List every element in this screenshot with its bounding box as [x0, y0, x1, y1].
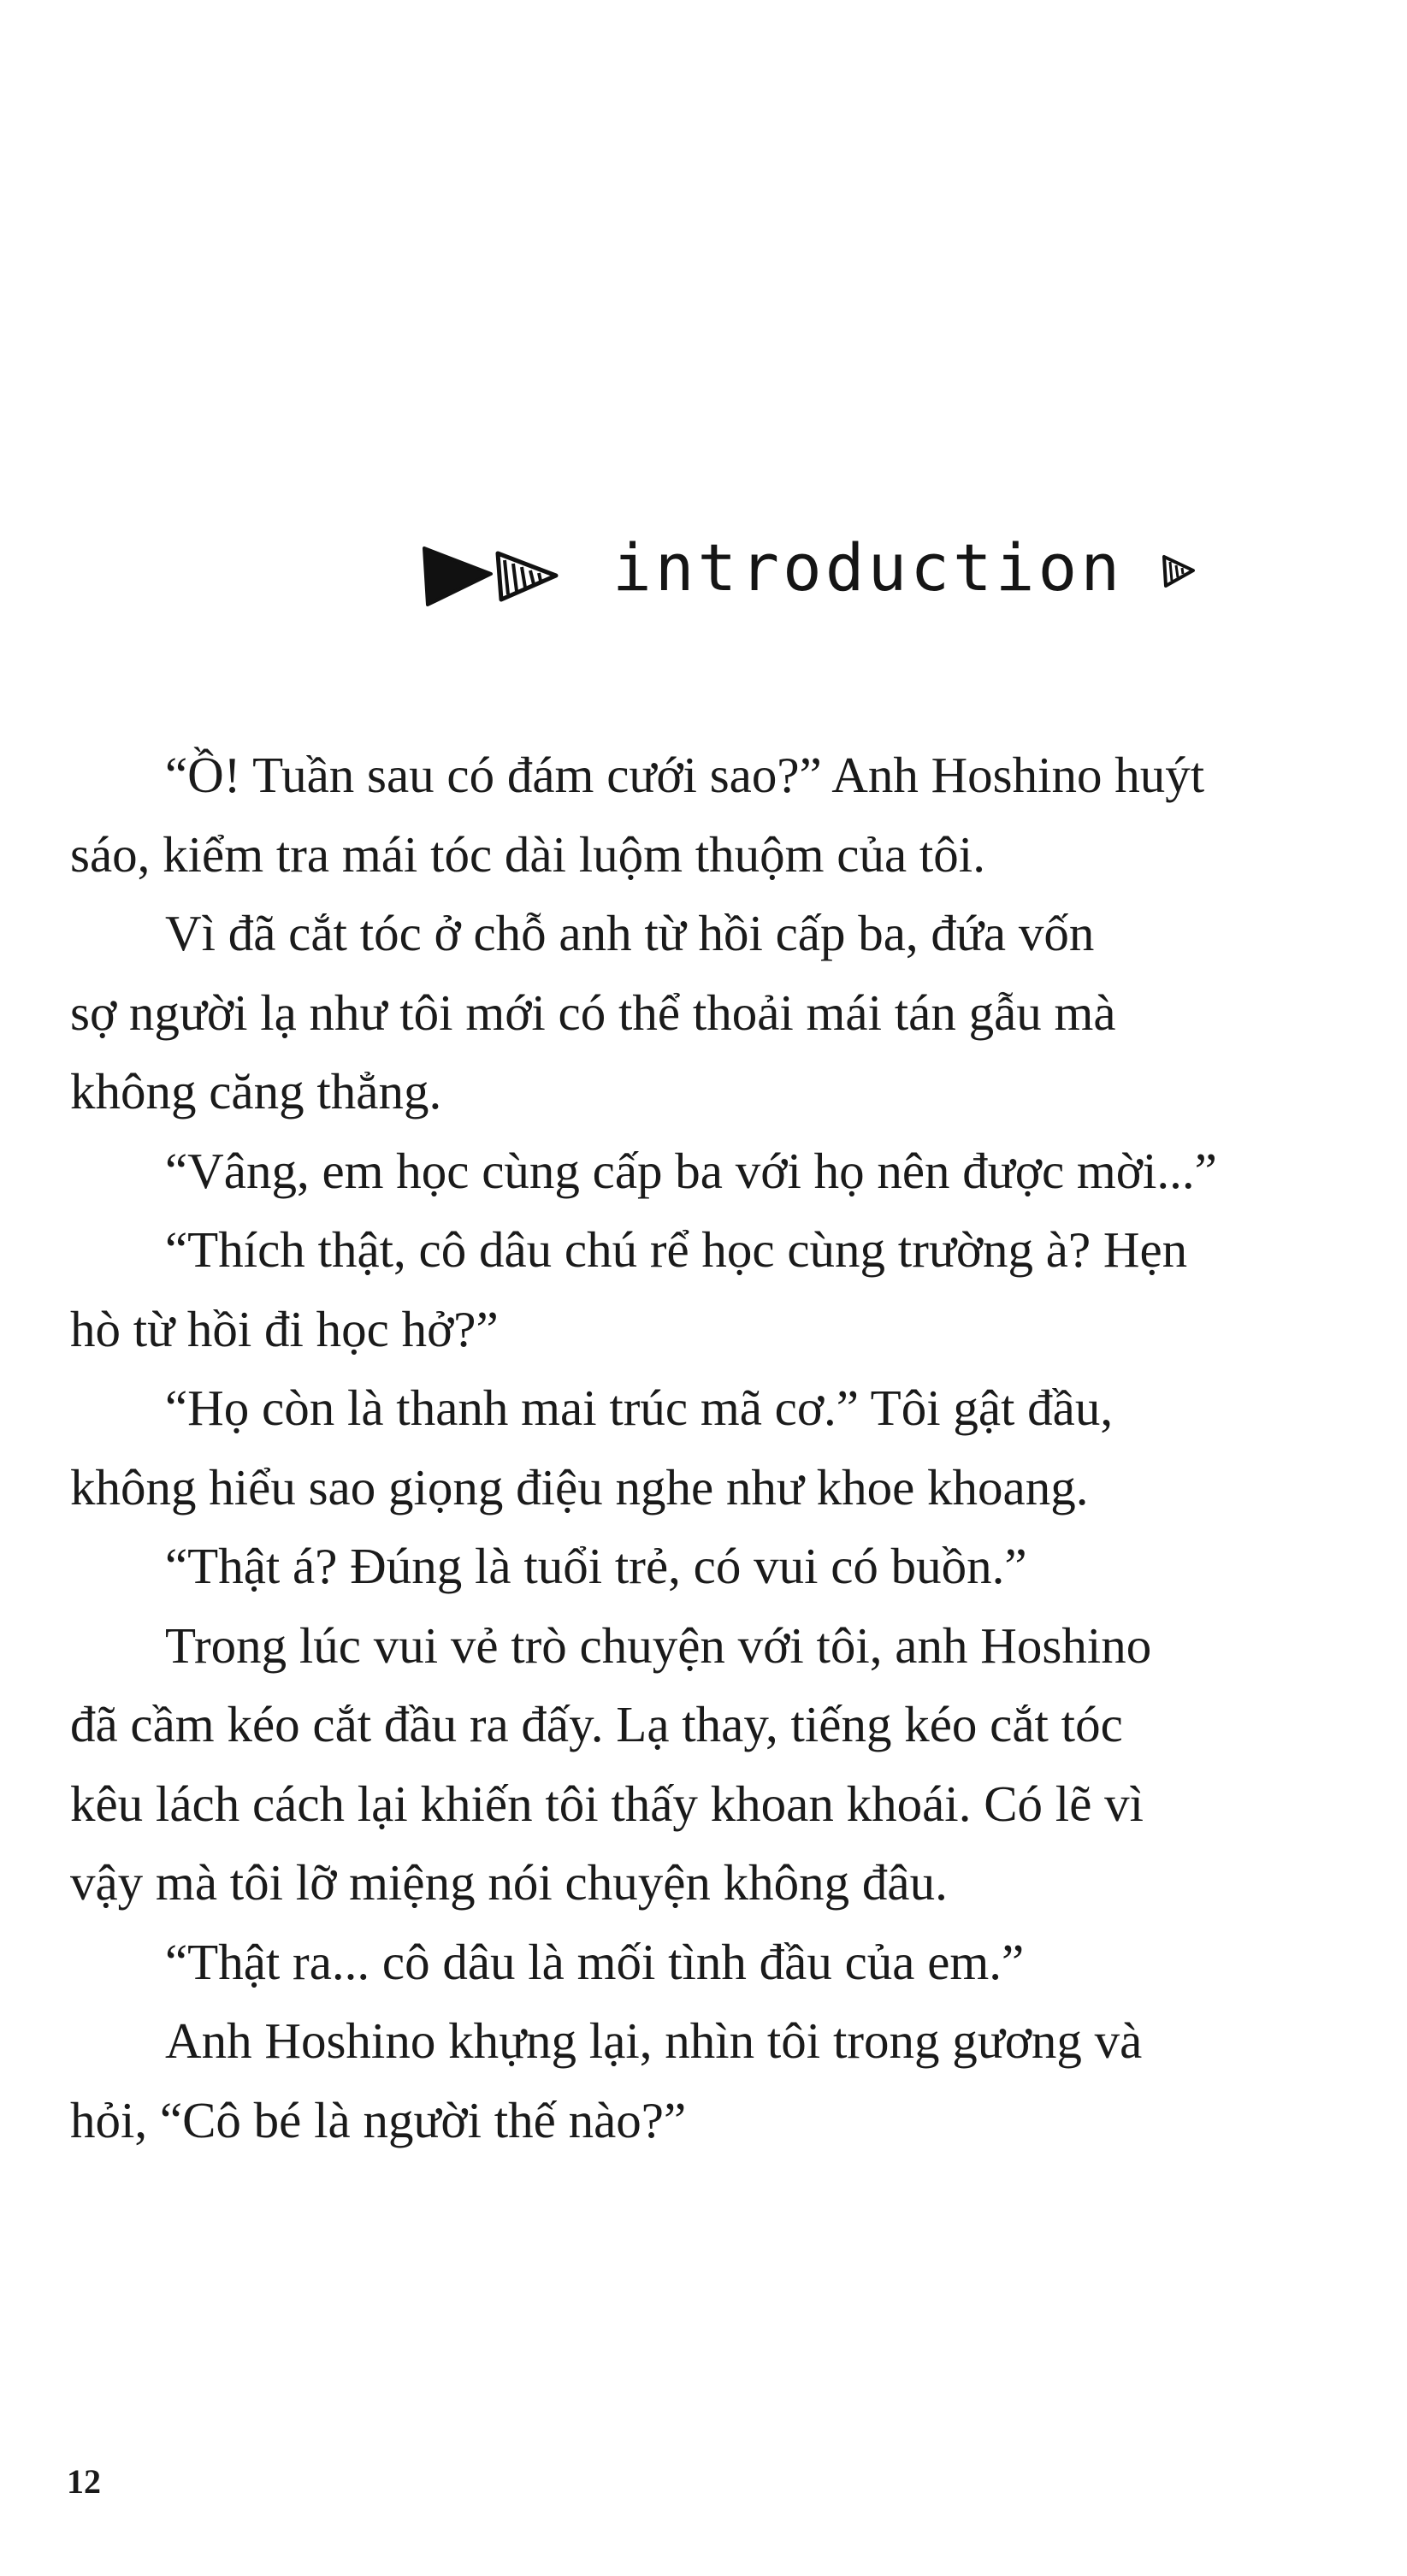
text-line: “Thật ra... cô dâu là mối tình đầu của em.” [165, 1933, 1025, 1990]
text-line: “Họ còn là thanh mai trúc mã cơ.” Tôi gật đầu, [165, 1380, 1114, 1436]
body-text [70, 736, 1407, 2159]
page-number: 12 [67, 2462, 101, 2501]
paragraph-3 [70, 1131, 1407, 1211]
text-line: đã cầm kéo cắt đầu ra đấy. Lạ thay, tiếng kéo cắt tóc [70, 1696, 1123, 1752]
text-line: “Ồ! Tuần sau có đám cưới sao?” Anh Hoshino huýt [165, 747, 1205, 803]
text-line: “Thật á? Đúng là tuổi trẻ, có vui có buồn.” [165, 1538, 1027, 1594]
text-line: hỏi, “Cô bé là người thế nào?” [70, 2091, 687, 2148]
paragraph-2 [70, 894, 1407, 1131]
text-line: “Thích thật, cô dâu chú rể học cùng trường à? Hẹn [165, 1221, 1188, 1278]
chapter-heading [419, 513, 1198, 633]
text-line: “Vâng, em học cùng cấp ba với họ nên được mời...” [165, 1142, 1217, 1199]
text-line: Trong lúc vui vẻ trò chuyện với tôi, anh Hoshino [165, 1616, 1152, 1674]
text-line: Anh Hoshino khựng lại, nhìn tôi trong gương và [165, 2012, 1143, 2069]
text-line: không căng thẳng. [70, 1063, 442, 1120]
paragraph-4 [70, 1210, 1407, 1368]
text-line: sáo, kiểm tra mái tóc dài luộm thuộm của tôi. [70, 825, 985, 883]
double-arrow-icon [419, 535, 573, 612]
small-arrow-icon [1159, 552, 1198, 591]
paragraph-5 [70, 1368, 1407, 1527]
text-line: Vì đã cắt tóc ở chỗ anh từ hồi cấp ba, đứa vốn [165, 905, 1095, 961]
paragraph-9 [70, 2001, 1407, 2159]
heading-small-arrow-decoration [1159, 552, 1198, 595]
paragraph-1 [70, 736, 1407, 894]
paragraph-7 [70, 1606, 1407, 1923]
text-line: không hiểu sao giọng điệu nghe như khoe khoang. [70, 1458, 1089, 1515]
text-line: sợ người lạ như tôi mới có thể thoải mái tán gẫu mà [70, 984, 1116, 1041]
paragraph-6 [70, 1527, 1407, 1606]
chapter-title: introduction [612, 529, 1124, 606]
text-line: vậy mà tôi lỡ miệng nói chuyện không đâu. [70, 1854, 948, 1911]
text-line: kêu lách cách lại khiến tôi thấy khoan khoái. Có lẽ vì [70, 1775, 1144, 1832]
paragraph-8 [70, 1923, 1407, 2002]
heading-arrow-decoration [419, 535, 573, 612]
text-line: hò từ hồi đi học hở?” [70, 1300, 499, 1357]
